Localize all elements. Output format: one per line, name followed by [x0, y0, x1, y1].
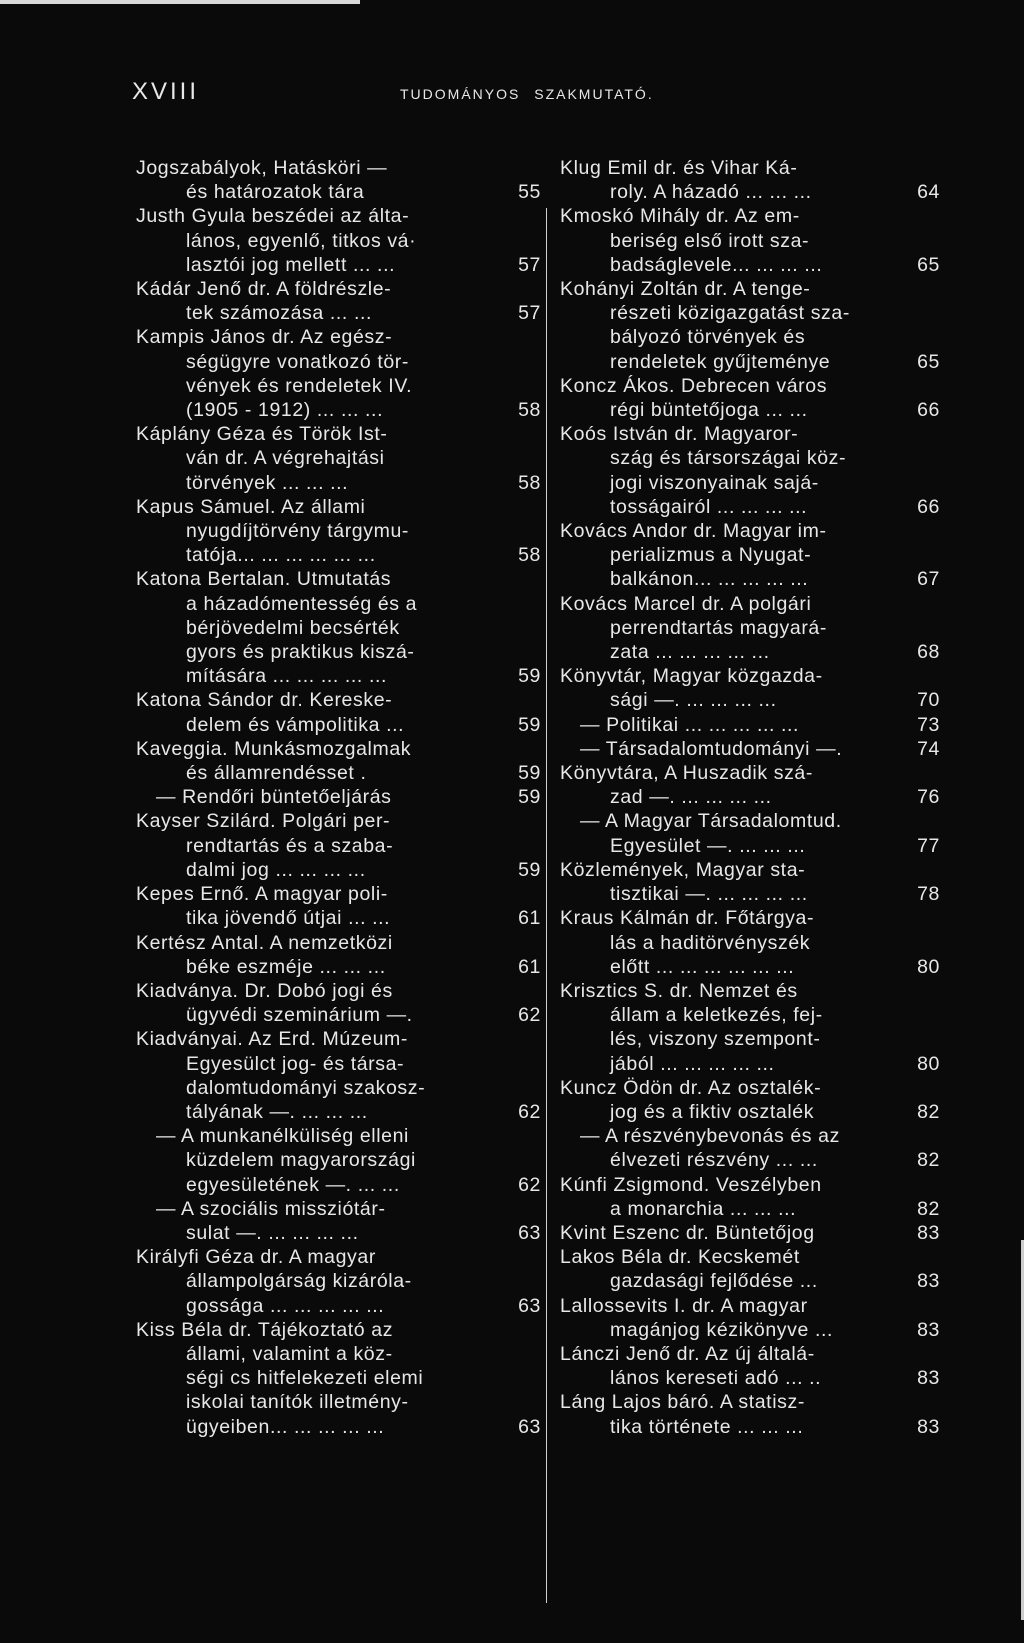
- index-entry: [136, 931, 541, 979]
- entry-text-line: Katona Bertalan. Utmutatás: [136, 568, 392, 591]
- index-entry: [560, 713, 940, 737]
- entry-text-line: Könyvtára, A Huszadik szá-: [560, 762, 813, 785]
- entry-page-number: 77: [917, 834, 940, 857]
- entry-text-line: Egyesülct jog- és társa-: [186, 1052, 405, 1075]
- entry-text-line: béke eszméje ... ... ...: [186, 955, 386, 978]
- entry-text-line: — A szociális missziótár-: [156, 1197, 386, 1220]
- entry-page-number: 58: [518, 399, 541, 422]
- entry-text-line: Katona Sándor dr. Kereske-: [136, 689, 393, 712]
- entry-text-line: perializmus a Nyugat-: [610, 544, 812, 567]
- entry-page-number: 66: [917, 399, 940, 422]
- entry-page-number: 63: [518, 1415, 541, 1438]
- entry-text-line: és államrendésset .: [186, 762, 367, 785]
- index-entry: [136, 325, 541, 422]
- index-entry: [136, 1124, 541, 1197]
- top-scan-edge: [0, 0, 360, 4]
- entry-text-line: Királyfi Géza dr. A magyar: [136, 1246, 376, 1269]
- entry-text-line: dalomtudományi szakosz-: [186, 1076, 426, 1099]
- entry-text-line: ségügyre vonatkozó tör-: [186, 350, 409, 373]
- entry-text-line: ügyeiben... ... ... ... ...: [186, 1415, 385, 1438]
- entry-text-line: Kúnfi Zsigmond. Veszélyben: [560, 1173, 822, 1196]
- entry-text-line: Kiss Béla dr. Tájékoztató az: [136, 1318, 394, 1341]
- entry-text-line: perrendtartás magyará-: [610, 616, 827, 639]
- entry-page-number: 68: [917, 641, 940, 664]
- index-entry: [560, 761, 940, 809]
- index-entry: [560, 1124, 940, 1172]
- entry-page-number: 83: [917, 1270, 940, 1293]
- page-number: XVIII: [132, 78, 200, 105]
- entry-text-line: Kepes Ernő. A magyar poli-: [136, 883, 388, 906]
- entry-text-line: tika története ... ... ...: [610, 1415, 804, 1438]
- entry-text-line: tosságairól ... ... ... ...: [610, 495, 808, 518]
- index-column-right: [560, 156, 940, 1439]
- index-entry: [136, 737, 541, 785]
- index-entry: [136, 809, 541, 882]
- entry-text-line: vények és rendeletek IV.: [186, 374, 413, 397]
- entry-text-line: Kovács Marcel dr. A polgári: [560, 592, 812, 615]
- index-entry: [560, 1342, 940, 1390]
- entry-text-line: Egyesület —. ... ... ...: [610, 834, 806, 857]
- entry-text-line: tályának —. ... ... ...: [186, 1100, 368, 1123]
- entry-text-line: — Rendőri büntetőeljárás: [156, 786, 392, 809]
- entry-page-number: 55: [518, 181, 541, 204]
- entry-text-line: Kampis János dr. Az egész-: [136, 326, 393, 349]
- entry-page-number: 61: [518, 907, 541, 930]
- entry-text-line: — A munkanélküliség elleni: [156, 1125, 409, 1148]
- entry-page-number: 73: [917, 713, 940, 736]
- entry-text-line: balkánon... ... ... ... ...: [610, 568, 809, 591]
- index-entry: [136, 156, 541, 204]
- entry-text-line: tisztikai —. ... ... ... ...: [610, 883, 808, 906]
- entry-text-line: nyugdíjtörvény tárgymu-: [186, 520, 409, 543]
- entry-text-line: Justh Gyula beszédei az álta-: [136, 205, 410, 228]
- entry-text-line: iskolai tanítók illetmény-: [186, 1391, 409, 1414]
- entry-text-line: részeti közigazgatást sza-: [610, 302, 850, 325]
- entry-page-number: 63: [518, 1221, 541, 1244]
- entry-text-line: Klug Emil dr. és Vihar Ká-: [560, 157, 798, 179]
- entry-text-line: mítására ... ... ... ... ...: [186, 665, 388, 688]
- entry-page-number: 65: [917, 350, 940, 373]
- entry-text-line: — Politikai ... ... ... ... ...: [580, 713, 800, 736]
- entry-text-line: a monarchia ... ... ...: [610, 1197, 797, 1220]
- entry-text-line: élvezeti részvény ... ...: [610, 1149, 818, 1172]
- entry-page-number: 83: [917, 1318, 940, 1341]
- entry-text-line: lés, viszony szempont-: [610, 1028, 821, 1051]
- entry-text-line: dalmi jog ... ... ... ...: [186, 858, 366, 881]
- index-entry: [136, 277, 541, 325]
- entry-text-line: Kapus Sámuel. Az állami: [136, 495, 366, 518]
- entry-page-number: 58: [518, 544, 541, 567]
- entry-page-number: 58: [518, 471, 541, 494]
- index-column-left: [136, 156, 541, 1439]
- index-entry: [560, 204, 940, 277]
- index-entry: [136, 1245, 541, 1318]
- entry-page-number: 67: [917, 568, 940, 591]
- entry-text-line: Kuncz Ödön dr. Az osztalék-: [560, 1076, 822, 1099]
- entry-text-line: lános kereseti adó ... ..: [610, 1367, 822, 1390]
- entry-text-line: Lallossevits I. dr. A magyar: [560, 1294, 808, 1317]
- page-header: [132, 78, 922, 114]
- entry-text-line: jából ... ... ... ... ...: [610, 1052, 775, 1075]
- entry-text-line: Láng Lajos báró. A statisz-: [560, 1391, 805, 1414]
- entry-text-line: állami, valamint a köz-: [186, 1342, 393, 1365]
- entry-page-number: 76: [917, 786, 940, 809]
- entry-page-number: 82: [917, 1197, 940, 1220]
- index-entry: [560, 906, 940, 979]
- index-entry: [560, 979, 940, 1076]
- entry-page-number: 80: [917, 955, 940, 978]
- entry-text-line: Lakos Béla dr. Kecskemét: [560, 1246, 800, 1269]
- entry-page-number: 82: [917, 1100, 940, 1123]
- entry-text-line: ván dr. A végrehajtási: [186, 447, 385, 470]
- entry-text-line: Koós István dr. Magyaror-: [560, 423, 799, 446]
- entry-text-line: jogi viszonyainak sajá-: [610, 471, 819, 494]
- entry-text-line: Kvint Eszenc dr. Büntetőjog: [560, 1221, 815, 1244]
- entry-text-line: rendeletek gyűjteménye: [610, 350, 831, 373]
- entry-text-line: ségi cs hitfelekezeti elemi: [186, 1367, 424, 1390]
- entry-text-line: lasztói jog mellett ... ...: [186, 253, 396, 276]
- entry-page-number: 57: [518, 253, 541, 276]
- index-entry: [560, 592, 940, 665]
- entry-text-line: gossága ... ... ... ... ...: [186, 1294, 385, 1317]
- entry-text-line: Kiadványai. Az Erd. Múzeum-: [136, 1028, 408, 1051]
- entry-text-line: rendtartás és a szaba-: [186, 834, 394, 857]
- entry-text-line: delem és vámpolitika ...: [186, 713, 405, 736]
- index-entry: [560, 156, 940, 204]
- entry-text-line: sági —. ... ... ... ...: [610, 689, 777, 712]
- entry-text-line: Jogszabályok, Hatásköri —: [136, 157, 388, 179]
- entry-text-line: Káplány Géza és Török Ist-: [136, 423, 388, 446]
- entry-page-number: 78: [917, 883, 940, 906]
- entry-text-line: bályozó törvények és: [610, 326, 806, 349]
- index-entry: [136, 688, 541, 736]
- entry-text-line: Kmoskó Mihály dr. Az em-: [560, 205, 800, 228]
- entry-text-line: lános, egyenlő, titkos vá·: [186, 229, 417, 252]
- entry-text-line: Kiadványa. Dr. Dobó jogi és: [136, 979, 393, 1002]
- entry-text-line: Könyvtár, Magyar közgazda-: [560, 665, 823, 688]
- entry-text-line: — Társadalomtudományi —.: [580, 737, 843, 760]
- entry-text-line: állampolgárság kizárólа-: [186, 1270, 412, 1293]
- entry-page-number: 59: [518, 762, 541, 785]
- entry-page-number: 80: [917, 1052, 940, 1075]
- index-entry: [136, 1197, 541, 1245]
- index-entry: [560, 1294, 940, 1342]
- entry-text-line: tek számozása ... ...: [186, 302, 372, 325]
- entry-text-line: magánjog kézikönyve ...: [610, 1318, 833, 1341]
- entry-page-number: 74: [917, 737, 940, 760]
- index-entry: [560, 422, 940, 519]
- entry-page-number: 82: [917, 1149, 940, 1172]
- index-entry: [560, 1173, 940, 1221]
- entry-page-number: 62: [518, 1173, 541, 1196]
- running-head: TUDOMÁNYOS SZAKMUTATÓ.: [400, 86, 654, 102]
- index-entry: [136, 882, 541, 930]
- entry-text-line: egyesületének —. ... ...: [186, 1173, 400, 1196]
- entry-text-line: Közlemények, Magyar sta-: [560, 858, 806, 881]
- entry-text-line: jog és a fiktiv osztalék: [610, 1100, 815, 1123]
- index-entry: [136, 204, 541, 277]
- index-entry: [560, 277, 940, 374]
- entry-page-number: 83: [917, 1221, 940, 1244]
- entry-page-number: 70: [917, 689, 940, 712]
- entry-text-line: (1905 - 1912) ... ... ...: [186, 399, 384, 422]
- entry-text-line: tatója... ... ... ... ... ...: [186, 544, 376, 567]
- entry-page-number: 62: [518, 1004, 541, 1027]
- index-entry: [560, 809, 940, 857]
- entry-text-line: küzdelem magyarországi: [186, 1149, 416, 1172]
- index-entry: [136, 567, 541, 688]
- entry-page-number: 66: [917, 495, 940, 518]
- index-entry: [560, 374, 940, 422]
- index-entry: [136, 495, 541, 568]
- entry-page-number: 83: [917, 1415, 940, 1438]
- entry-text-line: Kádár Jenő dr. A földrészle-: [136, 278, 392, 301]
- entry-text-line: sulat —. ... ... ... ...: [186, 1221, 359, 1244]
- index-entry: [136, 1318, 541, 1439]
- column-divider: [546, 208, 547, 1603]
- entry-page-number: 62: [518, 1100, 541, 1123]
- entry-page-number: 59: [518, 713, 541, 736]
- entry-page-number: 59: [518, 786, 541, 809]
- entry-text-line: — A részvénybevonás és az: [580, 1125, 840, 1148]
- entry-page-number: 59: [518, 665, 541, 688]
- entry-text-line: Krisztics S. dr. Nemzet és: [560, 979, 798, 1002]
- entry-text-line: bérjövedelmi becsérték: [186, 616, 400, 639]
- entry-page-number: 61: [518, 955, 541, 978]
- entry-text-line: zad —. ... ... ... ...: [610, 786, 772, 809]
- entry-text-line: badságlevele... ... ... ...: [610, 253, 823, 276]
- entry-text-line: tika jövendő útjai ... ...: [186, 907, 391, 930]
- entry-page-number: 57: [518, 302, 541, 325]
- entry-text-line: Kohányi Zoltán dr. A tenge-: [560, 278, 811, 301]
- entry-text-line: lás a haditörvényszék: [610, 931, 811, 954]
- entry-page-number: 65: [917, 253, 940, 276]
- entry-text-line: Kovács Andor dr. Magyar im-: [560, 520, 827, 543]
- index-entry: [560, 1221, 940, 1245]
- entry-text-line: állam a keletkezés, fej-: [610, 1004, 823, 1027]
- index-entry: [560, 664, 940, 712]
- entry-text-line: Lánczi Jenő dr. Az új általá-: [560, 1342, 815, 1365]
- index-entry: [136, 422, 541, 495]
- entry-text-line: — A Magyar Társadalomtud.: [580, 810, 842, 833]
- entry-page-number: 63: [518, 1294, 541, 1317]
- entry-text-line: régi büntetőjoga ... ...: [610, 399, 808, 422]
- entry-text-line: és határozatok tára: [186, 181, 365, 204]
- entry-text-line: Kaveggia. Munkásmozgalmak: [136, 737, 412, 760]
- index-entry: [136, 1027, 541, 1124]
- index-entry: [136, 785, 541, 809]
- index-entry: [560, 737, 940, 761]
- entry-text-line: a házadómentesség és a: [186, 592, 418, 615]
- entry-text-line: törvények ... ... ...: [186, 471, 349, 494]
- entry-text-line: Kayser Szilárd. Polgári per-: [136, 810, 391, 833]
- entry-text-line: zata ... ... ... ... ...: [610, 641, 770, 664]
- index-entry: [136, 979, 541, 1027]
- index-entry: [560, 1390, 940, 1438]
- entry-page-number: 64: [917, 181, 940, 204]
- entry-text-line: beriség első irott sza-: [610, 229, 810, 252]
- index-entry: [560, 858, 940, 906]
- entry-text-line: gyors és praktikus kiszá-: [186, 641, 415, 664]
- entry-page-number: 83: [917, 1367, 940, 1390]
- entry-text-line: gazdasági fejlődése ...: [610, 1270, 818, 1293]
- entry-text-line: Kraus Kálmán dr. Főtárgya-: [560, 907, 815, 930]
- entry-text-line: roly. A házadó ... ... ...: [610, 181, 812, 204]
- entry-text-line: szág és társországai köz-: [610, 447, 847, 470]
- entry-text-line: ügyvédi szeminárium —.: [186, 1004, 413, 1027]
- index-entry: [560, 1245, 940, 1293]
- entry-page-number: 59: [518, 858, 541, 881]
- entry-text-line: Kertész Antal. A nemzetközi: [136, 931, 393, 954]
- index-entry: [560, 519, 940, 592]
- entry-text-line: Koncz Ákos. Debrecen város: [560, 374, 828, 397]
- entry-text-line: előtt ... ... ... ... ... ...: [610, 955, 795, 978]
- index-entry: [560, 1076, 940, 1124]
